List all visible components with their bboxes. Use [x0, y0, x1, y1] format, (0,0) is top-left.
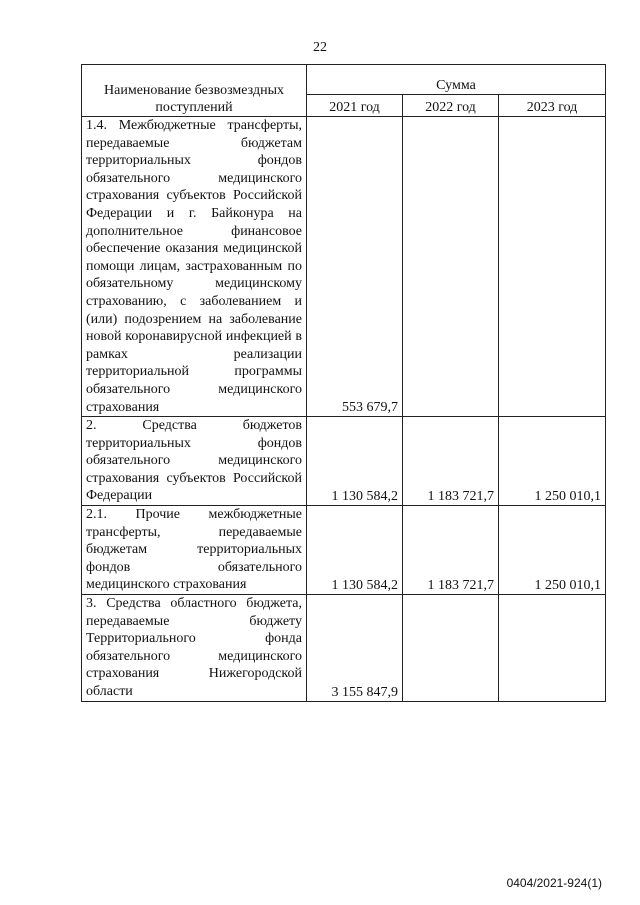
document-code: 0404/2021-924(1): [506, 876, 602, 890]
row-name: 1.4. Межбюджетные трансферты, передаваемые бюджетам территориальных фондов обязательного медицинского страхования субъектов Российской Федерации и г. Байконура на дополнительное финансовое обеспечение оказания медицинской помощи лицам, застрахованным по обязательному медицинскому страхованию, с заболеванием и (или) подозрением на заболевание новой коронавирусной инфекцией в рамках реализации территориальной программы обязательного медицинского страхования: [82, 117, 307, 417]
column-header-year-2021: 2021 год: [307, 95, 403, 117]
header-row: [82, 65, 606, 95]
table-row: [82, 417, 606, 506]
column-header-year-2022: 2022 год: [403, 95, 499, 117]
row-name: 3. Средства областного бюджета, передаваемые бюджету Территориального фонда обязательного медицинского страхования Нижегородской области: [82, 595, 307, 702]
row-name: 2. Средства бюджетов территориальных фондов обязательного медицинского страхования субъектов Российской Федерации: [82, 417, 307, 506]
value-2021: 1 130 584,2: [307, 417, 403, 506]
column-header-name: Наименование безвозмездных поступлений: [82, 65, 307, 117]
table-row: [82, 117, 606, 417]
revenue-table: [81, 64, 606, 702]
table-row: [82, 595, 606, 702]
value-2023: [499, 595, 606, 702]
column-header-sum: Сумма: [307, 65, 606, 95]
value-2022: [403, 117, 499, 417]
column-header-year-2023: 2023 год: [499, 95, 606, 117]
value-2021: 553 679,7: [307, 117, 403, 417]
value-2022: 1 183 721,7: [403, 417, 499, 506]
table-row: [82, 506, 606, 595]
value-2021: 3 155 847,9: [307, 595, 403, 702]
value-2022: [403, 595, 499, 702]
value-2023: 1 250 010,1: [499, 506, 606, 595]
page-number: 22: [313, 40, 327, 55]
value-2021: 1 130 584,2: [307, 506, 403, 595]
value-2022: 1 183 721,7: [403, 506, 499, 595]
value-2023: 1 250 010,1: [499, 417, 606, 506]
row-name: 2.1. Прочие межбюджетные трансферты, передаваемые бюджетам территориальных фондов обязательного медицинского страхования: [82, 506, 307, 595]
value-2023: [499, 117, 606, 417]
